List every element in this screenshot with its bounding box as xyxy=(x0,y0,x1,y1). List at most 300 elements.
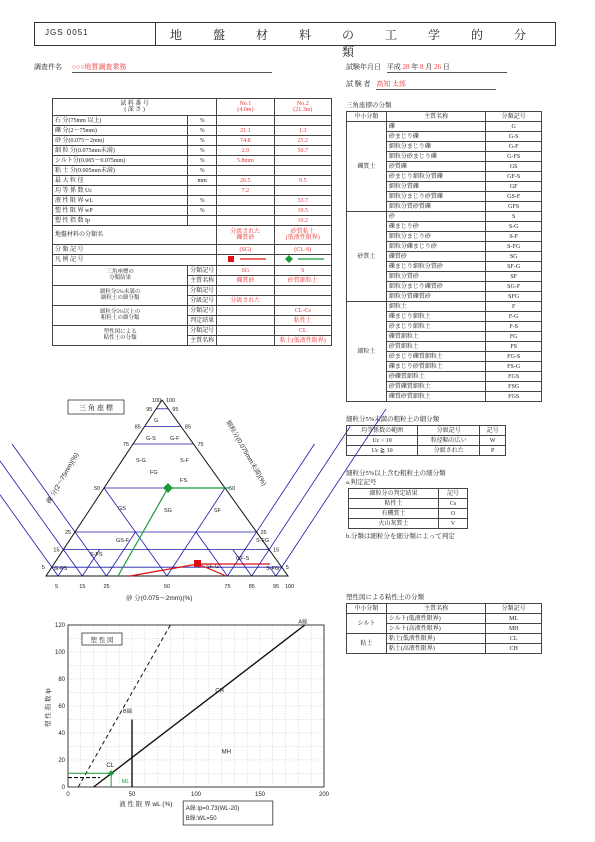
sub-block-v2a: CL xyxy=(274,326,331,336)
grading-symbol: P xyxy=(480,446,506,456)
row-label: 礫 分(2～75mm) xyxy=(53,126,188,136)
soil-name: 細粒分まじり砂 xyxy=(386,232,485,242)
table-row xyxy=(349,509,468,519)
triangle-chart xyxy=(30,392,330,610)
date-row xyxy=(346,62,507,73)
class-symbol-1: (SG) xyxy=(217,245,274,255)
fine5b-table xyxy=(348,488,468,529)
soil-name: 礫まじり砂質細粒土 xyxy=(386,362,485,372)
region-label: G-FS xyxy=(54,566,68,572)
project-label: 調査件名 xyxy=(34,63,62,71)
soil-name: 礫質細粒土 xyxy=(386,332,485,342)
sub-block-title-2: 粗粒土の細分類 xyxy=(100,314,140,321)
tick-right: 100 xyxy=(166,398,176,404)
soil-name: 砂質礫質細粒土 xyxy=(386,382,485,392)
sub-blocks xyxy=(53,266,332,346)
row-value-2: 1.3 xyxy=(274,126,331,136)
soil-symbol: SFG xyxy=(486,292,542,302)
table-row xyxy=(347,436,506,446)
sub-block-row xyxy=(53,286,332,296)
table-row xyxy=(53,136,332,146)
region-label: G xyxy=(154,418,159,424)
y-tick: 100 xyxy=(54,650,65,656)
y-tick: 60 xyxy=(58,704,65,710)
fine5-rows xyxy=(347,436,506,456)
tick-left: 50 xyxy=(94,486,101,492)
tick-bottom: 100 xyxy=(285,584,295,590)
region-label: SF-G xyxy=(206,564,220,570)
fine5-head-2: 記号 xyxy=(480,426,506,436)
project-row xyxy=(34,62,272,73)
soil-symbol: S-G xyxy=(486,222,542,232)
fine5b-sub: a.判定記号 xyxy=(346,479,377,486)
row-unit: mm xyxy=(188,176,217,186)
class-name-1b: 礫質砂 xyxy=(236,235,255,241)
soil-symbol: FG xyxy=(486,332,542,342)
date-field xyxy=(387,62,507,73)
plast-symbol: MH xyxy=(486,624,542,634)
row-value-2: 25.2 xyxy=(274,136,331,146)
project-value: ○○○地質調査業務 xyxy=(72,62,272,73)
row-label: 塑 性 指 数 Ip xyxy=(53,216,188,226)
main-rows xyxy=(53,116,332,226)
soil-symbol: SF xyxy=(486,272,542,282)
x-tick: 100 xyxy=(190,792,202,798)
y-tick: 120 xyxy=(54,623,65,629)
region-label: SG xyxy=(164,508,172,514)
sub-block-title-2: 粘性土の分類 xyxy=(103,334,137,341)
row-value-1 xyxy=(217,166,274,176)
row-label: 均 等 係 数 Uc xyxy=(53,186,188,196)
soil-name: 礫まじり細粒分質砂 xyxy=(386,262,485,272)
tick-bottom: 5 xyxy=(55,584,59,590)
soil-name: 砂質細粒土 xyxy=(386,342,485,352)
tick-right: 95 xyxy=(172,406,179,413)
class-name-2: 砂質粘土 xyxy=(290,229,315,235)
sample-label: 試 料 番 号 xyxy=(120,101,149,107)
soil-symbol: GF xyxy=(486,182,542,192)
soil-name: 砂まじり細粒分質礫 xyxy=(386,172,485,182)
row-value-2 xyxy=(274,186,331,196)
sub-block-r1: 分類記号 xyxy=(188,286,217,296)
tick-right: 15 xyxy=(273,547,280,554)
table-row xyxy=(53,196,332,206)
soil-symbol: G-FS xyxy=(486,152,542,162)
sub-block-v1a: SG xyxy=(217,266,274,276)
y-tick: 20 xyxy=(58,758,65,764)
row-value-2: 19.5 xyxy=(274,206,331,216)
plast-symbol: ML xyxy=(486,614,542,624)
soil-symbol: GF-S xyxy=(486,172,542,182)
zone-cl: CL xyxy=(106,762,115,769)
sub-block-title-1: 細粒分5%以上の xyxy=(99,309,141,315)
sub-block-v1b xyxy=(217,336,274,346)
plasticity-label: 塑 性 図 xyxy=(90,637,114,644)
row-unit xyxy=(188,186,217,196)
soil-name: 細粒分質砂質礫 xyxy=(386,202,485,212)
date-era: 平成 xyxy=(386,63,401,71)
x-axis-title: 液 性 限 界 wL (%) xyxy=(119,801,173,808)
table-row xyxy=(53,176,332,186)
soil-symbol: SG-F xyxy=(486,282,542,292)
date-label: 試験年月日 xyxy=(346,63,381,71)
soil-symbol: GFS xyxy=(486,202,542,212)
soil-symbol: FS xyxy=(486,342,542,352)
sample-1-cell xyxy=(217,99,274,116)
main-table xyxy=(52,98,332,346)
sample-2-depth: (21.3m) xyxy=(293,107,313,113)
sample-2-cell xyxy=(274,99,331,116)
sub-block-v1b xyxy=(217,316,274,326)
table-row xyxy=(347,446,506,456)
sub-block-v1a xyxy=(217,326,274,336)
zone-ml: ML xyxy=(121,778,130,785)
x-tick: 50 xyxy=(128,792,136,798)
fine5-head-1: 分級記号 xyxy=(418,426,480,436)
row-label: 最 大 粒 径 xyxy=(53,176,188,186)
row-label: シルト分(0.005～0.075mm) xyxy=(53,156,188,166)
sub-block-row xyxy=(53,326,332,336)
sub-block-title-1: 三角座標の xyxy=(106,269,134,275)
zone-ch: CH xyxy=(215,688,224,695)
main-table-wrap xyxy=(52,98,332,346)
coarse-head-1: 主質名称 xyxy=(386,112,485,122)
soil-symbol: S-FG xyxy=(486,242,542,252)
tick-left: 25 xyxy=(65,530,72,536)
group-name: 砂質土 xyxy=(347,212,387,302)
grading-name: 粒径幅の広い xyxy=(418,436,480,446)
note-a: A線:Ip=0.73(WL-20) xyxy=(185,806,240,812)
sub-block-v2b xyxy=(274,296,331,306)
soil-symbol: F-G xyxy=(486,312,542,322)
sub-block-title xyxy=(53,326,188,346)
group-name: 細粒土 xyxy=(347,302,387,402)
soil-name: 礫まじり砂 xyxy=(386,222,485,232)
region-label: GS-F xyxy=(116,538,130,544)
row-value-1 xyxy=(217,116,274,126)
grid-line-gravel xyxy=(0,409,58,576)
plast-head-0: 中小分類 xyxy=(347,604,387,614)
sub-block-row xyxy=(53,266,332,276)
tick-left: 100 xyxy=(152,398,162,404)
sub-block-v2b: 粘性土 xyxy=(274,316,331,326)
soil-symbol: FS-G xyxy=(486,362,542,372)
grid-line-sand xyxy=(252,426,351,576)
grading-name: 分級された xyxy=(418,446,480,456)
sub-block-r1: 分類記号 xyxy=(188,306,217,316)
plast-table xyxy=(346,603,542,654)
x-tick: 200 xyxy=(318,792,330,798)
page-title: 地 盤 材 料 の 工 学 的 分 類 xyxy=(169,28,540,59)
soil-symbol: GS xyxy=(486,162,542,172)
soil-name: 細粒分質礫 xyxy=(386,182,485,192)
class-name-1: 分級された xyxy=(230,229,261,235)
row-unit: % xyxy=(188,166,217,176)
soil-name: 礫質砂質細粒土 xyxy=(386,392,485,402)
row-label: 液 性 限 界 wL xyxy=(53,196,188,206)
region-label: G-F xyxy=(170,436,180,442)
table-row xyxy=(53,156,332,166)
sub-block-v2a xyxy=(274,286,331,296)
date-year-unit: 年 xyxy=(411,63,419,71)
sub-block-r2: 主質名称 xyxy=(188,276,217,286)
soil-symbol: FG-S xyxy=(486,352,542,362)
standard-code: JGS 0051 xyxy=(45,28,89,37)
grading-symbol: W xyxy=(480,436,506,446)
soil-name: 砂まじり礫質細粒土 xyxy=(386,352,485,362)
tester-row xyxy=(346,79,496,90)
sample-header-cell xyxy=(53,99,217,116)
soil-name: 細粒分質礫質砂 xyxy=(386,292,485,302)
table-row xyxy=(349,499,468,509)
plast-name: シルト(高液性限界) xyxy=(386,624,485,634)
plast-name: 粘土(低液性限界) xyxy=(386,634,485,644)
soil-name: 細粒分まじり礫 xyxy=(386,142,485,152)
soil-symbol: FGS xyxy=(486,392,542,402)
soil-symbol: F xyxy=(486,302,542,312)
x-tick: 150 xyxy=(254,792,266,798)
plast-name: シルト(低液性限界) xyxy=(386,614,485,624)
date-month: 8 xyxy=(420,63,424,71)
fine-symbol: O xyxy=(439,509,468,519)
sub-block-v1a xyxy=(217,286,274,296)
table-row xyxy=(349,519,468,529)
row-label: 細 粒 分(0.075mm未満) xyxy=(53,146,188,156)
plast-rows xyxy=(347,614,542,654)
table-row xyxy=(347,614,542,624)
row-value-2: 50.7 xyxy=(274,146,331,156)
sub-block-v1b: 分級された xyxy=(217,296,274,306)
row-value-2 xyxy=(274,156,331,166)
fine5b-title: 細粒分5%以上含む粗粒土の細分類 xyxy=(346,470,446,477)
zone-mh: MH xyxy=(221,749,231,756)
table-row xyxy=(53,186,332,196)
sub-block-title xyxy=(53,266,188,286)
fine5-head-0: 均等係数の範囲 xyxy=(347,426,418,436)
soil-name: 細粒分質砂 xyxy=(386,272,485,282)
table-row xyxy=(53,216,332,226)
tick-right: 50 xyxy=(229,486,236,492)
table-row xyxy=(53,116,332,126)
sub-block-r2: 主質名称 xyxy=(188,336,217,346)
sub-block-v1a xyxy=(217,306,274,316)
sub-block-r2: 分級記号 xyxy=(188,296,217,306)
sub-block-v2a: S xyxy=(274,266,331,276)
plast-head-2: 分類記号 xyxy=(486,604,542,614)
sample-2-no: No.2 xyxy=(296,101,309,107)
fine-result: 火山灰質土 xyxy=(349,519,439,529)
table-row xyxy=(53,146,332,156)
fine-symbol: V xyxy=(439,519,468,529)
soil-name: 細粒分まじり砂質礫 xyxy=(386,192,485,202)
sub-block-row xyxy=(53,306,332,316)
soil-name: 砂まじり礫 xyxy=(386,132,485,142)
sub-block-v2b: 粘土(低液性限界) xyxy=(274,336,331,346)
row-unit: % xyxy=(188,206,217,216)
sub-block-title-2: 細粒土の細分類 xyxy=(100,294,140,301)
sub-block-v2a: CL-Cs xyxy=(274,306,331,316)
soil-symbol: FGS xyxy=(486,372,542,382)
tick-right: 85 xyxy=(184,424,192,431)
sample-1-depth: (4.0m) xyxy=(237,107,254,113)
soil-name: 砂 xyxy=(386,212,485,222)
soil-name: 細粒分まじり礫質砂 xyxy=(386,282,485,292)
sub-block-r2: 判定結果 xyxy=(188,316,217,326)
row-label: 塑 性 限 界 wP xyxy=(53,206,188,216)
soil-symbol: SG xyxy=(486,252,542,262)
row-value-1: 2.9 xyxy=(217,146,274,156)
class-symbol-label: 分 類 記 号 xyxy=(53,245,217,255)
soil-name: 礫まじり細粒土 xyxy=(386,312,485,322)
soil-name: 砂質礫 xyxy=(386,162,485,172)
row-value-1: 26.5 xyxy=(217,176,274,186)
tick-left: 5 xyxy=(41,565,45,572)
table-row xyxy=(53,166,332,176)
triangle-svg xyxy=(30,392,330,610)
soil-symbol: SF-G xyxy=(486,262,542,272)
sample-1-line-a xyxy=(130,564,198,576)
fine5b-head-1: 記号 xyxy=(439,489,468,499)
plast-symbol: CH xyxy=(486,644,542,654)
plast-group: シルト xyxy=(347,614,387,634)
class-name-2b: (低液性限界) xyxy=(285,235,320,241)
fine5b-head-0: 細粒分の判定結果 xyxy=(349,489,439,499)
fine-result: 粘性土 xyxy=(349,499,439,509)
uc-range: Uc < 10 xyxy=(347,436,418,446)
row-value-2 xyxy=(274,116,331,126)
sub-block-title-1: 細粒分5%未満の xyxy=(99,289,141,295)
table-row xyxy=(347,122,542,132)
sub-block-title xyxy=(53,286,188,306)
row-label: 石 分(75mm 以上) xyxy=(53,116,188,126)
soil-symbol: G-S xyxy=(486,132,542,142)
fine5-title: 細粒分5%未満の粗粒土の細分類 xyxy=(346,416,440,423)
x-tick: 0 xyxy=(66,792,70,798)
tick-right: 75 xyxy=(197,442,204,448)
row-unit xyxy=(188,216,217,226)
tick-left: 15 xyxy=(53,547,60,554)
a-line-label: A線 xyxy=(298,619,308,626)
tick-left: 95 xyxy=(146,406,153,413)
legend-2-marker xyxy=(278,255,328,263)
sub-block-title-1: 塑性図による xyxy=(103,329,137,335)
row-unit: % xyxy=(188,156,217,166)
row-label: 粘 土 分(0.005mm未満) xyxy=(53,166,188,176)
soil-symbol: G-F xyxy=(486,142,542,152)
fine5-table xyxy=(346,425,506,456)
row-value-2 xyxy=(274,166,331,176)
soil-name: 礫 xyxy=(386,122,485,132)
row-value-1: 74.8 xyxy=(217,136,274,146)
uc-range: Uc ≧ 10 xyxy=(347,446,418,456)
region-label: GF-S xyxy=(236,556,250,562)
plast-group: 粘土 xyxy=(347,634,387,654)
plast-title: 塑性図による粘性土の分類 xyxy=(346,594,424,601)
y-axis-title: 塑 性 指 数 Ip xyxy=(45,688,52,727)
coarse-rows xyxy=(347,122,542,402)
plast-head-1: 主質名称 xyxy=(386,604,485,614)
sample-1-no: No.1 xyxy=(239,101,252,107)
row-value-1: 21.1 xyxy=(217,126,274,136)
soil-symbol: S xyxy=(486,212,542,222)
soil-symbol: F-S xyxy=(486,322,542,332)
soil-name: 細粒分礫まじり砂 xyxy=(386,242,485,252)
tick-bottom: 75 xyxy=(224,584,231,590)
row-value-2: 33.7 xyxy=(274,196,331,206)
tester-label: 試 験 者 xyxy=(346,80,371,88)
table-row xyxy=(53,126,332,136)
sample-2-marker xyxy=(163,483,173,493)
right-axis-title: 細粒分(0.075mm未満)(%) xyxy=(224,419,268,488)
legend-2-cell xyxy=(274,255,331,266)
tick-right: 5 xyxy=(285,565,289,572)
sub-block-title-2: 分類結果 xyxy=(109,274,132,281)
y-tick: 0 xyxy=(61,785,65,791)
date-day: 26 xyxy=(434,63,441,71)
group-name: 礫質土 xyxy=(347,122,387,212)
region-label: S-F xyxy=(180,458,189,464)
depth-label: ( 深 さ ) xyxy=(124,107,145,113)
coarse-head-2: 分類記号 xyxy=(486,112,542,122)
class-name-2-cell xyxy=(274,226,331,245)
tick-bottom: 25 xyxy=(103,584,110,590)
row-unit: % xyxy=(188,136,217,146)
row-unit: % xyxy=(188,146,217,156)
row-value-1: 5.8mm xyxy=(217,156,274,166)
sub-block-r1: 分類記号 xyxy=(188,266,217,276)
soil-name: 細粒土 xyxy=(386,302,485,312)
tick-bottom: 15 xyxy=(79,584,86,590)
table-row xyxy=(53,206,332,216)
b-line-label: B線 xyxy=(123,708,133,715)
region-label: G-S xyxy=(146,436,156,442)
tick-right: 25 xyxy=(260,530,267,536)
coarse-table xyxy=(346,111,542,402)
row-value-1 xyxy=(217,196,274,206)
date-day-unit: 日 xyxy=(442,63,450,71)
left-axis-title: 礫 分(2～75mm)(%) xyxy=(45,451,81,505)
region-label: S-FG xyxy=(266,566,280,572)
soil-name: 砂まじり細粒土 xyxy=(386,322,485,332)
region-label: S-G xyxy=(136,458,146,464)
row-unit: % xyxy=(188,126,217,136)
fine-symbol: Cs xyxy=(439,499,468,509)
sub-block-title xyxy=(53,306,188,326)
table-row xyxy=(347,634,542,644)
row-value-2: 9.5 xyxy=(274,176,331,186)
soil-name: 細粒分砂まじり礫 xyxy=(386,152,485,162)
soil-name: 礫質砂 xyxy=(386,252,485,262)
region-label: GS xyxy=(118,506,126,512)
soil-symbol: S-F xyxy=(486,232,542,242)
coarse-title: 三角座標の分類 xyxy=(346,102,392,109)
bottom-axis-title: 砂 分(0.075～2mm)(%) xyxy=(126,595,193,602)
soil-name: 砂礫質細粒土 xyxy=(386,372,485,382)
region-label: SF xyxy=(214,508,222,514)
tick-bottom: 85 xyxy=(248,584,255,590)
row-value-1 xyxy=(217,216,274,226)
region-label: S-FG xyxy=(256,538,270,544)
header-box xyxy=(34,22,556,59)
legend-1-marker xyxy=(220,255,270,263)
row-label: 砂 分(0.075～2mm) xyxy=(53,136,188,146)
fine5b-note: b.分類は細粒分を細分類によって判定 xyxy=(346,533,455,540)
plast-name: 粘土(高液性限界) xyxy=(386,644,485,654)
tick-left: 75 xyxy=(123,442,130,448)
row-unit: % xyxy=(188,196,217,206)
tick-left: 85 xyxy=(134,424,141,431)
y-tick: 80 xyxy=(58,677,65,683)
